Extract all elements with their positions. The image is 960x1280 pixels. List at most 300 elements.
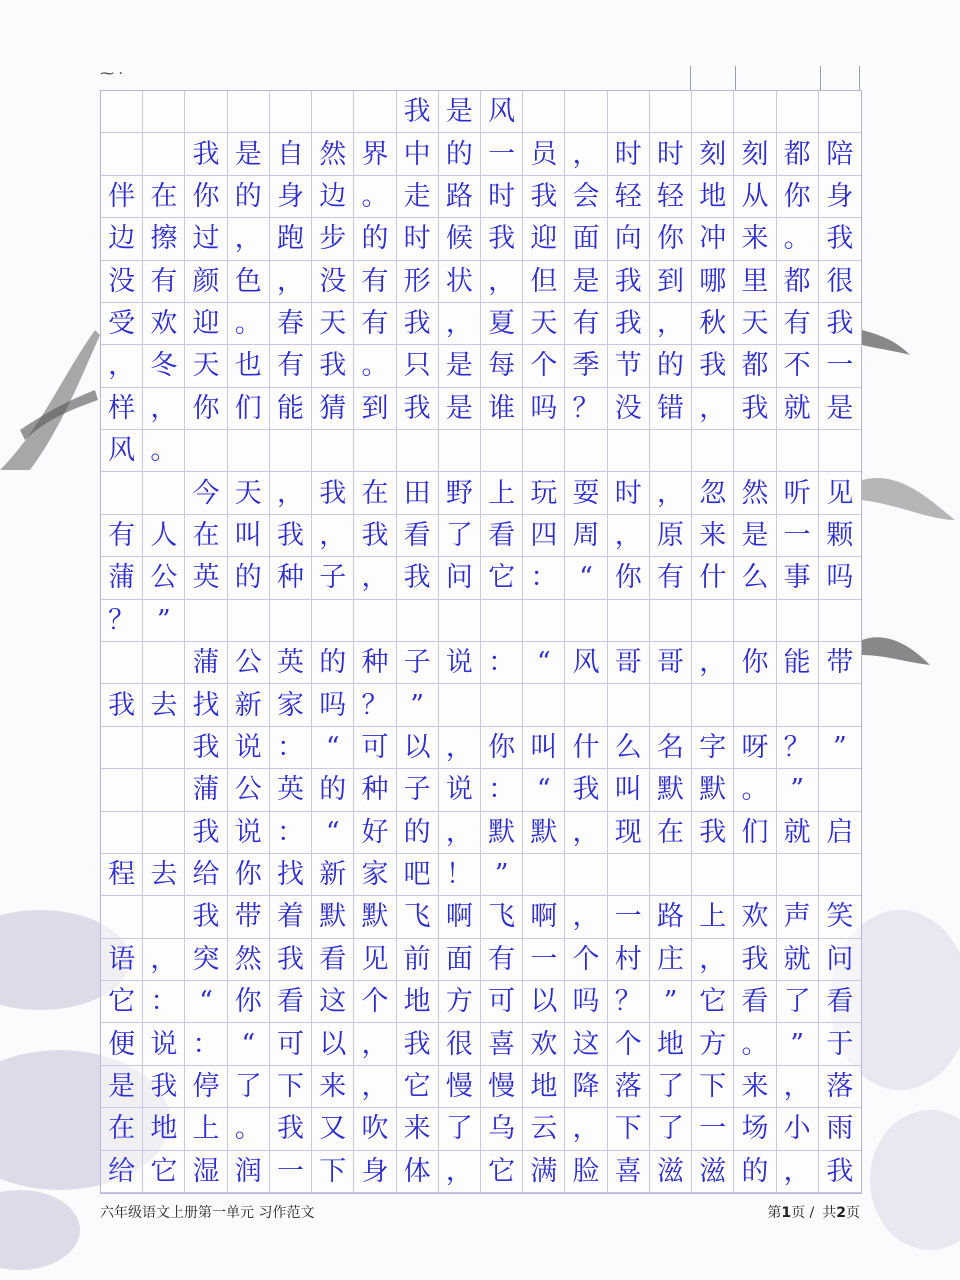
- grid-cell: 我: [185, 896, 227, 938]
- page-mid: 页 /: [791, 1205, 815, 1221]
- grid-cell: 公: [143, 557, 185, 599]
- grid-cell: [143, 642, 185, 684]
- grid-cell: [185, 91, 227, 133]
- grid-cell: 轻: [650, 176, 692, 218]
- grid-cell: ”: [819, 727, 861, 769]
- grid-cell: 了: [650, 1066, 692, 1108]
- grid-cell: ？: [565, 388, 607, 430]
- grid-cell: [312, 91, 354, 133]
- grid-cell: 有: [354, 261, 396, 303]
- grid-cell: 听: [777, 472, 819, 514]
- grid-cell: [143, 727, 185, 769]
- grid-cell: 英: [270, 769, 312, 811]
- grid-cell: 没: [101, 261, 143, 303]
- grid-cell: 状: [439, 261, 481, 303]
- grid-cell: [228, 600, 270, 642]
- grid-cell: 是: [565, 261, 607, 303]
- grid-cell: 是: [439, 345, 481, 387]
- grid-cell: 风: [481, 91, 523, 133]
- grid-cell: [143, 133, 185, 175]
- grid-cell: 你: [608, 557, 650, 599]
- grid-cell: ”: [777, 769, 819, 811]
- grid-cell: 你: [734, 642, 776, 684]
- grid-cell: ，: [608, 515, 650, 557]
- grid-cell: 落: [819, 1066, 861, 1108]
- grid-cell: 有: [650, 557, 692, 599]
- grid-cell: 然: [228, 939, 270, 981]
- grid-cell: 你: [228, 854, 270, 896]
- grid-cell: 好: [354, 812, 396, 854]
- grid-cell: 我: [523, 176, 565, 218]
- grid-cell: 吗: [565, 981, 607, 1023]
- grid-cell: 一: [777, 515, 819, 557]
- grid-cell: 找: [270, 854, 312, 896]
- grid-cell: [101, 642, 143, 684]
- grid-cell: 了: [228, 1066, 270, 1108]
- grid-cell: 你: [185, 388, 227, 430]
- grid-cell: ！: [439, 854, 481, 896]
- grid-cell: 给: [185, 854, 227, 896]
- grid-cell: 陪: [819, 133, 861, 175]
- grid-cell: ，: [143, 388, 185, 430]
- grid-cell: 说: [228, 727, 270, 769]
- grid-cell: 冬: [143, 345, 185, 387]
- grid-cell: 谁: [481, 388, 523, 430]
- grid-cell: ，: [650, 472, 692, 514]
- grid-cell: 以: [312, 1023, 354, 1065]
- grid-cell: 我: [692, 345, 734, 387]
- grid-cell: [734, 684, 776, 726]
- grid-cell: 笑: [819, 896, 861, 938]
- grid-cell: 吧: [397, 854, 439, 896]
- page-prefix: 第: [767, 1205, 782, 1221]
- grid-cell: 子: [312, 557, 354, 599]
- grid-cell: ，: [777, 1066, 819, 1108]
- grid-cell: 我: [692, 812, 734, 854]
- grid-cell: 跑: [270, 218, 312, 260]
- grid-cell: [523, 600, 565, 642]
- grid-cell: 满: [523, 1151, 565, 1193]
- grid-cell: 我: [185, 727, 227, 769]
- grid-cell: “: [312, 812, 354, 854]
- grid-cell: 的: [228, 176, 270, 218]
- grid-cell: 人: [143, 515, 185, 557]
- grid-cell: 天: [228, 472, 270, 514]
- composition-grid-paper: [100, 90, 862, 1194]
- grid-cell: 在: [650, 812, 692, 854]
- grid-cell: ”: [777, 1023, 819, 1065]
- grid-cell: 是: [101, 1066, 143, 1108]
- grid-cell: 。: [354, 176, 396, 218]
- grid-cell: 哥: [650, 642, 692, 684]
- grid-cell: [397, 430, 439, 472]
- grid-cell: 声: [777, 896, 819, 938]
- grid-cell: 的: [312, 642, 354, 684]
- grid-cell: 我: [397, 388, 439, 430]
- grid-cell: 春: [270, 303, 312, 345]
- grid-cell: 个: [608, 1023, 650, 1065]
- grid-cell: 。: [228, 303, 270, 345]
- grid-cell: [101, 769, 143, 811]
- grid-cell: 地: [143, 1108, 185, 1150]
- total-suffix: 页: [846, 1205, 860, 1221]
- grid-cell: [270, 600, 312, 642]
- grid-cell: 时: [397, 218, 439, 260]
- grid-cell: ，: [565, 1108, 607, 1150]
- grid-cell: 是: [439, 91, 481, 133]
- grid-cell: 事: [777, 557, 819, 599]
- grid-cell: ，: [777, 1151, 819, 1193]
- grid-cell: 哥: [608, 642, 650, 684]
- grid-cell: 了: [777, 981, 819, 1023]
- grid-cell: 见: [354, 939, 396, 981]
- grid-cell: 庄: [650, 939, 692, 981]
- grid-cell: 都: [734, 345, 776, 387]
- grid-cell: 我: [270, 1108, 312, 1150]
- grid-cell: 落: [608, 1066, 650, 1108]
- grid-cell: 呀: [734, 727, 776, 769]
- grid-cell: ，: [692, 642, 734, 684]
- grid-cell: 有: [777, 303, 819, 345]
- grid-cell: 可: [270, 1023, 312, 1065]
- grid-cell: 向: [608, 218, 650, 260]
- grid-cell: 刻: [692, 133, 734, 175]
- grid-cell: [228, 91, 270, 133]
- grid-cell: [143, 769, 185, 811]
- grid-cell: “: [565, 557, 607, 599]
- page-indicator: [767, 1202, 860, 1222]
- grid-cell: ”: [481, 854, 523, 896]
- grid-cell: 我: [270, 939, 312, 981]
- grid-cell: 什: [565, 727, 607, 769]
- grid-cell: [270, 91, 312, 133]
- grid-cell: [523, 430, 565, 472]
- grid-cell: 上: [692, 896, 734, 938]
- grid-cell: 吹: [354, 1108, 396, 1150]
- grid-cell: 滋: [692, 1151, 734, 1193]
- grid-cell: 不: [777, 345, 819, 387]
- grid-cell: 哪: [692, 261, 734, 303]
- grid-cell: 我: [312, 345, 354, 387]
- grid-cell: 你: [228, 981, 270, 1023]
- grid-cell: ，: [354, 557, 396, 599]
- grid-cell: 一: [819, 345, 861, 387]
- grid-cell: 看: [270, 981, 312, 1023]
- grid-cell: 问: [819, 939, 861, 981]
- grid-cell: [565, 430, 607, 472]
- grid-cell: 叫: [523, 727, 565, 769]
- grid-cell: 。: [734, 769, 776, 811]
- grid-cell: 带: [819, 642, 861, 684]
- grid-cell: [312, 600, 354, 642]
- grid-cell: 能: [270, 388, 312, 430]
- grid-cell: 润: [228, 1151, 270, 1193]
- grid-cell: 面: [439, 939, 481, 981]
- grid-cell: 叫: [228, 515, 270, 557]
- grid-cell: [101, 812, 143, 854]
- grid-cell: 默: [312, 896, 354, 938]
- grid-cell: 啊: [523, 896, 565, 938]
- grid-cell: 默: [481, 812, 523, 854]
- grid-cell: 种: [354, 642, 396, 684]
- grid-cell: 我: [354, 515, 396, 557]
- grid-cell: [650, 854, 692, 896]
- grid-cell: [650, 91, 692, 133]
- grid-cell: 的: [734, 1151, 776, 1193]
- grid-cell: 错: [650, 388, 692, 430]
- total-pages: 2: [836, 1205, 846, 1221]
- grid-cell: 可: [481, 981, 523, 1023]
- grid-cell: 飞: [397, 896, 439, 938]
- grid-cell: 候: [439, 218, 481, 260]
- grid-cell: 我: [185, 133, 227, 175]
- grid-cell: 时: [650, 133, 692, 175]
- grid-cell: ，: [481, 261, 523, 303]
- grid-cell: 又: [312, 1108, 354, 1150]
- grid-cell: 蒲: [101, 557, 143, 599]
- grid-cell: 英: [270, 642, 312, 684]
- grid-cell: 降: [565, 1066, 607, 1108]
- grid-cell: 地: [692, 176, 734, 218]
- grid-cell: [270, 430, 312, 472]
- grid-cell: 地: [397, 981, 439, 1023]
- grid-cell: ？: [101, 600, 143, 642]
- grid-cell: 会: [565, 176, 607, 218]
- grid-cell: 找: [185, 684, 227, 726]
- grid-cell: [143, 472, 185, 514]
- grid-cell: 啊: [439, 896, 481, 938]
- grid-cell: 一: [692, 1108, 734, 1150]
- grid-cell: 天: [185, 345, 227, 387]
- grid-cell: 。: [143, 430, 185, 472]
- grid-cell: [481, 600, 523, 642]
- grid-cell: 看: [734, 981, 776, 1023]
- grid-cell: 说: [439, 642, 481, 684]
- grid-cell: [734, 91, 776, 133]
- grid-cell: 迎: [185, 303, 227, 345]
- grid-cell: ：: [481, 769, 523, 811]
- grid-cell: 什: [692, 557, 734, 599]
- grid-cell: 英: [185, 557, 227, 599]
- grid-cell: ？: [777, 727, 819, 769]
- grid-cell: 我: [397, 91, 439, 133]
- grid-cell: 家: [270, 684, 312, 726]
- grid-cell: 下: [608, 1108, 650, 1150]
- grid-cell: [692, 91, 734, 133]
- grid-cell: ，: [439, 1151, 481, 1193]
- grid-cell: 它: [692, 981, 734, 1023]
- grid-cell: 村: [608, 939, 650, 981]
- grid-cell: 擦: [143, 218, 185, 260]
- grid-cell: 它: [101, 981, 143, 1023]
- grid-cell: 就: [777, 812, 819, 854]
- grid-cell: 今: [185, 472, 227, 514]
- grid-cell: ？: [608, 981, 650, 1023]
- grid-cell: [692, 854, 734, 896]
- grid-cell: [565, 854, 607, 896]
- grid-cell: 天: [734, 303, 776, 345]
- grid-cell: 欢: [523, 1023, 565, 1065]
- grid-cell: 下: [270, 1066, 312, 1108]
- header-marks: [100, 60, 860, 90]
- grid-cell: 身: [354, 1151, 396, 1193]
- grid-cell: 我: [734, 388, 776, 430]
- grid-cell: 来: [734, 1066, 776, 1108]
- grid-cell: 前: [397, 939, 439, 981]
- page-number: 1: [781, 1205, 792, 1221]
- grid-cell: 只: [397, 345, 439, 387]
- grid-cell: 语: [101, 939, 143, 981]
- grid-cell: 体: [397, 1151, 439, 1193]
- grid-cell: 我: [270, 515, 312, 557]
- grid-cell: 忽: [692, 472, 734, 514]
- grid-cell: 。: [734, 1023, 776, 1065]
- grid-cell: 身: [270, 176, 312, 218]
- grid-cell: ：: [523, 557, 565, 599]
- header-tick: [859, 66, 860, 90]
- grid-cell: [777, 430, 819, 472]
- grid-cell: 地: [523, 1066, 565, 1108]
- grid-cell: 界: [354, 133, 396, 175]
- grid-cell: [565, 600, 607, 642]
- grid-cell: [101, 896, 143, 938]
- grid-cell: 见: [819, 472, 861, 514]
- grid-cell: [565, 684, 607, 726]
- grid-cell: [101, 727, 143, 769]
- grid-cell: 看: [397, 515, 439, 557]
- header-tick: [690, 66, 691, 90]
- grid-cell: 天: [312, 303, 354, 345]
- grid-cell: 里: [734, 261, 776, 303]
- grid-cell: 一: [608, 896, 650, 938]
- grid-cell: 颜: [185, 261, 227, 303]
- grid-cell: 迎: [523, 218, 565, 260]
- grid-cell: 身: [819, 176, 861, 218]
- grid-cell: 我: [819, 1151, 861, 1193]
- grid-cell: [397, 600, 439, 642]
- grid-cell: 在: [185, 515, 227, 557]
- header-tick: [735, 66, 736, 90]
- grid-cell: 们: [734, 812, 776, 854]
- grid-cell: 有: [143, 261, 185, 303]
- grid-cell: 我: [143, 1066, 185, 1108]
- grid-cell: 上: [481, 472, 523, 514]
- grid-cell: [439, 430, 481, 472]
- grid-cell: 说: [228, 812, 270, 854]
- grid-cell: 周: [565, 515, 607, 557]
- grid-cell: 喜: [608, 1151, 650, 1193]
- grid-cell: 程: [101, 854, 143, 896]
- grid-cell: 么: [608, 727, 650, 769]
- grid-cell: 都: [777, 261, 819, 303]
- grid-cell: 在: [143, 176, 185, 218]
- grid-cell: ，: [228, 218, 270, 260]
- grid-cell: 边: [312, 176, 354, 218]
- grid-cell: [608, 430, 650, 472]
- grid-cell: [312, 430, 354, 472]
- header-scribble: ⁓ ·: [100, 66, 123, 82]
- grid-cell: [354, 600, 396, 642]
- grid-cell: [650, 600, 692, 642]
- grid-cell: [777, 684, 819, 726]
- grid-cell: 慢: [439, 1066, 481, 1108]
- grid-cell: [143, 91, 185, 133]
- grid-cell: 场: [734, 1108, 776, 1150]
- total-prefix: 共: [822, 1205, 837, 1221]
- grid-cell: 时: [481, 176, 523, 218]
- grid-cell: 的: [228, 557, 270, 599]
- grid-cell: 默: [354, 896, 396, 938]
- grid-cell: 有: [481, 939, 523, 981]
- grid-cell: ”: [143, 600, 185, 642]
- grid-cell: [692, 430, 734, 472]
- grid-cell: 吗: [523, 388, 565, 430]
- grid-cell: 我: [565, 769, 607, 811]
- grid-cell: 时: [608, 133, 650, 175]
- grid-cell: ，: [565, 896, 607, 938]
- grid-cell: [819, 600, 861, 642]
- grid-cell: 是: [228, 133, 270, 175]
- grid-cell: “: [228, 1023, 270, 1065]
- grid-cell: [819, 854, 861, 896]
- grid-cell: 吗: [312, 684, 354, 726]
- grid-cell: [819, 684, 861, 726]
- grid-cell: 你: [777, 176, 819, 218]
- grid-cell: 我: [481, 218, 523, 260]
- grid-cell: [777, 600, 819, 642]
- grid-cell: 它: [481, 557, 523, 599]
- grid-cell: [819, 91, 861, 133]
- grid-cell: 字: [692, 727, 734, 769]
- grid-cell: [819, 430, 861, 472]
- grid-cell: 下: [692, 1066, 734, 1108]
- grid-cell: 一: [523, 939, 565, 981]
- grid-cell: [439, 684, 481, 726]
- grid-cell: [143, 896, 185, 938]
- grid-cell: 湿: [185, 1151, 227, 1193]
- grid-cell: 能: [777, 642, 819, 684]
- grid-cell: 可: [354, 727, 396, 769]
- grid-cell: ，: [354, 1023, 396, 1065]
- grid-cell: ，: [565, 133, 607, 175]
- grid-cell: [650, 684, 692, 726]
- grid-cell: 原: [650, 515, 692, 557]
- grid-cell: [734, 854, 776, 896]
- grid-cell: 吗: [819, 557, 861, 599]
- grid-cell: [608, 600, 650, 642]
- grid-cell: 在: [101, 1108, 143, 1150]
- grid-cell: 也: [228, 345, 270, 387]
- grid-cell: 猜: [312, 388, 354, 430]
- grid-cell: 我: [397, 1023, 439, 1065]
- grid-cell: 了: [439, 1108, 481, 1150]
- grid-cell: 从: [734, 176, 776, 218]
- grid-cell: 。: [354, 345, 396, 387]
- grid-cell: 给: [101, 1151, 143, 1193]
- grid-cell: ，: [439, 812, 481, 854]
- grid-cell: 公: [228, 642, 270, 684]
- grid-cell: 种: [354, 769, 396, 811]
- grid-cell: [734, 430, 776, 472]
- grid-cell: ，: [650, 303, 692, 345]
- grid-cell: “: [312, 727, 354, 769]
- grid-cell: 我: [101, 684, 143, 726]
- grid-cell: 的: [354, 218, 396, 260]
- grid-cell: [481, 684, 523, 726]
- grid-cell: 去: [143, 684, 185, 726]
- grid-cell: ，: [439, 303, 481, 345]
- grid-cell: 新: [228, 684, 270, 726]
